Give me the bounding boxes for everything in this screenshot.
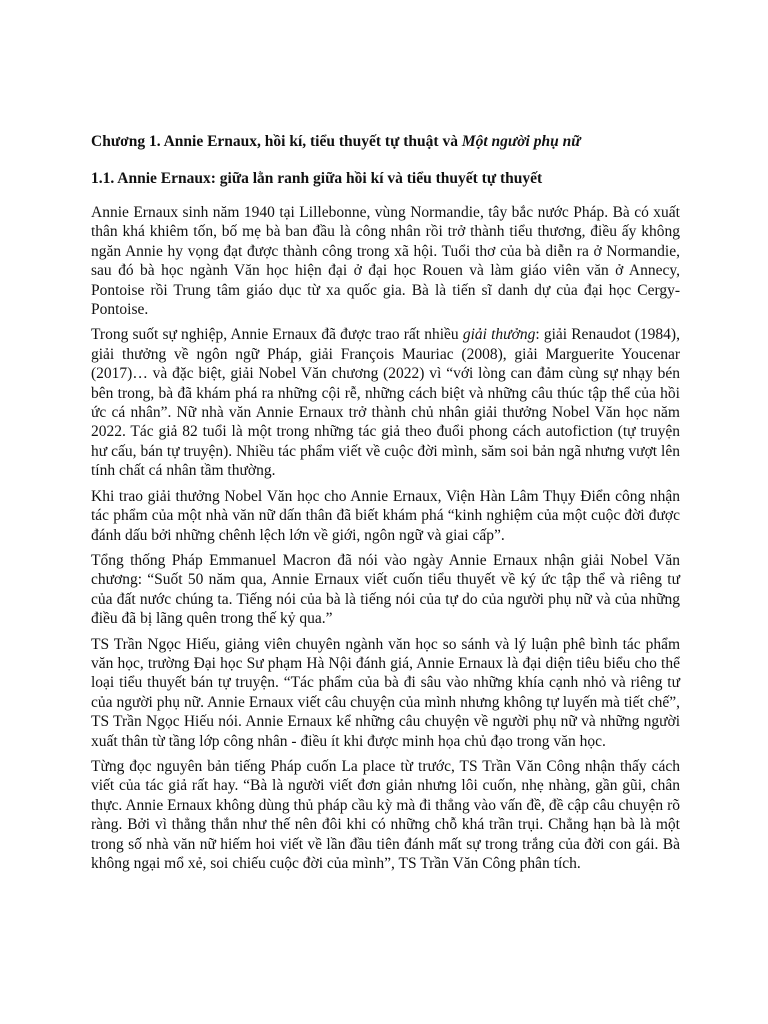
paragraph-2-start: Trong suốt sự nghiệp, Annie Ernaux đã được trao rất nhiều <box>91 326 463 344</box>
paragraph-4: Tổng thống Pháp Emmanuel Macron đã nói vào ngày Annie Ernaux nhận giải Nobel Văn chương: “Suốt 50 năm qua, Annie Ernaux viết cuốn tiểu thuyết về ký ức tập thể và riêng tư của đất nước chúng ta. Tiếng nói của bà là tiếng nói của tự do của người phụ nữ và của những điều đã bị lãng quên trong thế kỷ qua.” <box>91 551 680 628</box>
paragraph-6: Từng đọc nguyên bản tiếng Pháp cuốn La place từ trước, TS Trần Văn Công nhận thấy cách viết của tác giả rất hay. “Bà là người viết đơn giản nhưng lôi cuốn, nhẹ nhàng, gần gũi, chân thực. Annie Ernaux không dùng thủ pháp cầu kỳ mà đi thẳng vào vấn đề, đề cập câu chuyện rõ ràng. Bởi vì thẳng thắn như thế nên đôi khi có những chỗ khá trần trụi. Chẳng hạn bà là một trong số nhà văn nữ hiếm hoi viết về lần đầu tiên đánh mất sự trong trắng của đời con gái. Bà không ngại mổ xẻ, soi chiếu cuộc đời của mình”, TS Trần Văn Công phân tích. <box>91 757 680 872</box>
paragraph-2-italic: giải thưởng <box>462 326 536 344</box>
chapter-title-italic: Một người phụ nữ <box>461 133 581 150</box>
chapter-title-text: Chương 1. Annie Ernaux, hồi kí, tiểu thuyết tự thuật và <box>91 133 462 150</box>
paragraph-3: Khi trao giải thưởng Nobel Văn học cho Annie Ernaux, Viện Hàn Lâm Thụy Điển công nhận tác phẩm của một nhà văn nữ dấn thân đã biết khám phá “kinh nghiệm của một cuộc đời được đánh dấu bởi những chênh lệch lớn về giới, ngôn ngữ và giai cấp”. <box>91 487 680 544</box>
paragraph-5: TS Trần Ngọc Hiếu, giảng viên chuyên ngành văn học so sánh và lý luận phê bình tác phẩm văn học, trường Đại học Sư phạm Hà Nội đánh giá, Annie Ernaux là đại diện tiêu biểu cho thể loại tiểu thuyết bán tự truyện. “Tác phẩm của bà đi sâu vào những khía cạnh nhỏ và riêng tư của người phụ nữ. Annie Ernaux viết câu chuyện của mình nhưng không tự luyến mà tiết chế”, TS Trần Ngọc Hiếu nói. Annie Ernaux kể những câu chuyện về người phụ nữ và những người xuất thân từ tầng lớp công nhân - điều ít khi được minh họa chủ đạo trong văn học. <box>91 635 680 750</box>
section-title: 1.1. Annie Ernaux: giữa lằn ranh giữa hồi kí và tiểu thuyết tự thuyết <box>91 170 543 187</box>
paragraph-1: Annie Ernaux sinh năm 1940 tại Lillebonne, vùng Normandie, tây bắc nước Pháp. Bà có xuất thân khá khiêm tốn, bố mẹ bà ban đầu là công nhân rồi trở thành tiểu thương, điều ấy không ngăn Annie hy vọng đạt được thành công trong xã hội. Tuổi thơ của bà diễn ra ở Normandie, sau đó bà học ngành Văn học hiện đại ở đại học Rouen và làm giáo viên văn ở Annecy, Pontoise rồi Trung tâm giáo dục từ xa quốc gia. Bà là tiến sĩ danh dự của đại học Cergy-Pontoise. <box>91 204 680 319</box>
paragraph-2 <box>91 325 680 480</box>
paragraph-2-end: : giải Renaudot (1984), giải thưởng về ngôn ngữ Pháp, giải François Mauriac (2008), giải Marguerite Youcenar (2017)… và đặc biệt, giải Nobel Văn chương (2022) vì “với lòng can đảm cùng sự nhạy bén bên trong, bà đã khám phá ra những cội rễ, những cách biệt và những câu thúc tập thể của hồi ức cá nhân”. Nữ nhà văn Annie Ernaux trở thành chủ nhân giải thưởng Nobel Văn học năm 2022. Tác giả 82 tuổi là một trong những tác giả theo đuổi phong cách autofiction (tự truyện hư cấu, bán tự truyện). Nhiều tác phẩm viết về cuộc đời mình, săm soi bản ngã nhưng vượt lên tính chất cá nhân tầm thường. <box>91 326 680 480</box>
chapter-title <box>91 132 680 152</box>
